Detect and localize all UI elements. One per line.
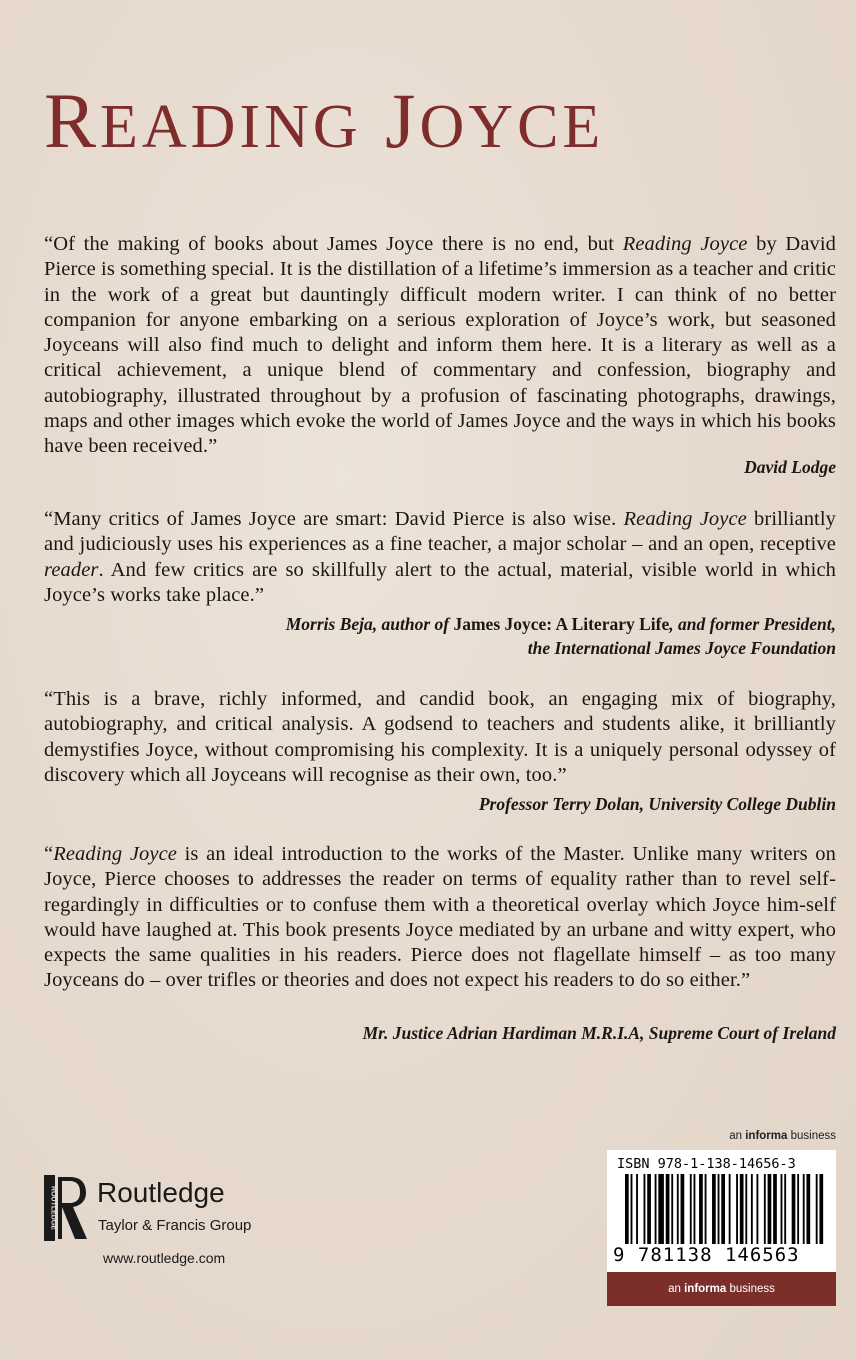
barcode-bar [819, 1174, 823, 1244]
barcode-bar [625, 1174, 629, 1244]
barcode-bar [712, 1174, 716, 1244]
barcode-bar [756, 1174, 758, 1244]
barcode-bar [658, 1174, 664, 1244]
barcode-bar [718, 1174, 720, 1244]
barcode-bar [816, 1174, 818, 1244]
barcode-bar [806, 1174, 810, 1244]
isbn-barcode [607, 1150, 836, 1272]
barcode-bar [736, 1174, 738, 1244]
barcode-bar [803, 1174, 805, 1244]
barcode-digits: 9 781138 146563 [613, 1244, 800, 1266]
barcode-bar [764, 1174, 766, 1244]
publisher-group: Taylor & Francis Group [98, 1217, 252, 1234]
barcode-bar [699, 1174, 703, 1244]
isbn-label: ISBN 978-1-138-14656-3 [617, 1156, 796, 1172]
barcode-bar [792, 1174, 796, 1244]
book-title: READING JOYCE [44, 77, 605, 164]
barcode-bar [666, 1174, 670, 1244]
barcode-bar [655, 1174, 657, 1244]
barcode-bar [740, 1174, 744, 1244]
barcode-bar [729, 1174, 731, 1244]
barcode-bar [705, 1174, 707, 1244]
spine-wordmark: ROUTLEDGE [49, 1186, 57, 1230]
barcode-bar [671, 1174, 673, 1244]
barcode-bar [644, 1174, 646, 1244]
quote-lodge: “Of the making of books about James Joyce there is no end, but Reading Joyce by David Pierce is something special. It is the distillation of a lifetime’s immersion as a teacher and critic in the work of a great but dauntingly difficult modern writer. I can think of no better companion for anyone embarking on a serious exploration of Joyce’s work, but seasoned Joyceans will also find much to delight and inform them here. It is a literary as well as a critical achievement, a unique blend of commentary and confession, biography and autobiography, illustrated throughout by a profusion of fascinating photographs, drawings, maps and other images which evoke the world of James Joyce and the ways in which his books have been received.” [44, 233, 837, 458]
publisher-website[interactable]: www.routledge.com [103, 1250, 226, 1266]
barcode-bar [690, 1174, 692, 1244]
routledge-logo-icon [44, 1175, 88, 1241]
quote-hardiman: “Reading Joyce is an ideal introduction to the works of the Master. Unlike many writers on Joyce, Pierce chooses to addresses the reader on terms of equality rather than to revel self-regardingly in difficulties or to confuse them with a theoretical overlay which Joyce him-self would have laughed at. This book presents Joyce mediated by an urbane and witty expert, who expects the same qualities in his readers. Pierce does not flagellate himself – as too many Joyceans do – over trifles or theories and does not expect his readers to do so either.” [44, 843, 836, 992]
attribution-hardiman: Mr. Justice Adrian Hardiman M.R.I.A, Supreme Court of Ireland [362, 1023, 836, 1043]
barcode-bar [677, 1174, 679, 1244]
barcode-bar [647, 1174, 651, 1244]
barcode-bar [768, 1174, 772, 1244]
barcode-bar [773, 1174, 777, 1244]
informa-tagline: an informa business [729, 1130, 836, 1142]
barcode-bar [721, 1174, 725, 1244]
quote-beja: “Many critics of James Joyce are smart: David Pierce is also wise. Reading Joyce brilliantly and judiciously uses his experiences as a fine teacher, a major scholar – and an open, receptive reader. And few critics are so skillfully alert to the actual, material, visible world in which Joyce’s works take place.” [44, 508, 836, 606]
barcode-bar [781, 1174, 783, 1244]
barcode-bar [784, 1174, 786, 1244]
attribution-dolan: Professor Terry Dolan, University College Dublin [478, 794, 836, 814]
barcode-bar [751, 1174, 753, 1244]
attribution-beja: Morris Beja, author of James Joyce: A Literary Life, and former President, the International James Joyce Foundation [285, 614, 836, 658]
quote-dolan: “This is a brave, richly informed, and candid book, an engaging mix of biography, autobiography, and critical analysis. A godsend to teachers and students alike, it brilliantly demystifies Joyce, without compromising his complexity. It is a uniquely personal odyssey of discovery which all Joyceans will recognise as their own, too.” [44, 688, 836, 786]
barcode-bar [681, 1174, 685, 1244]
barcode-bar [745, 1174, 747, 1244]
attribution-lodge: David Lodge [744, 457, 836, 477]
barcode-bar [631, 1174, 633, 1244]
barcode-bar [797, 1174, 799, 1244]
barcode-bars [625, 1174, 825, 1244]
barcode-bar [694, 1174, 696, 1244]
barcode-bar [636, 1174, 638, 1244]
publisher-name: Routledge [97, 1177, 225, 1208]
informa-footer-bar: an informa business [607, 1272, 836, 1306]
